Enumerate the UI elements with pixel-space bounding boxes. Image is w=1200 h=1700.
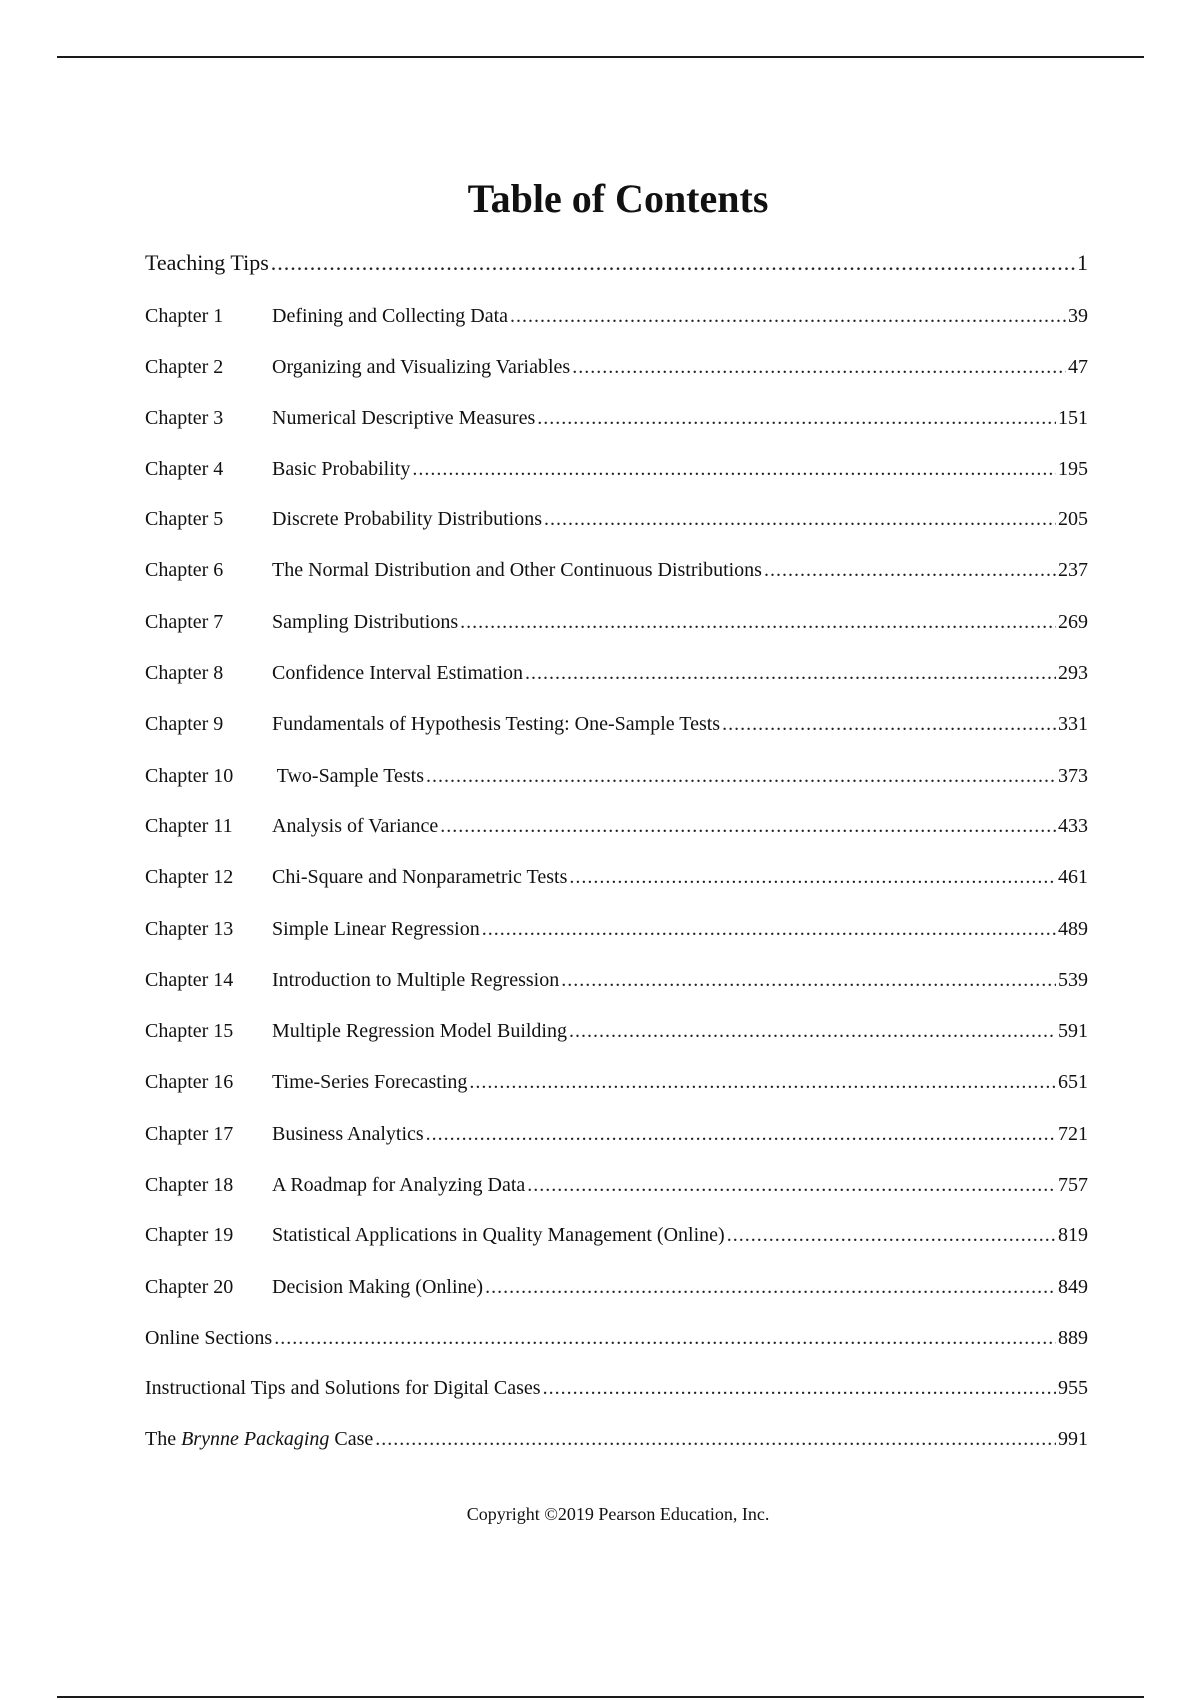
chapter-title: Sampling Distributions [272,611,459,633]
chapter-label: Chapter 15 [145,1020,234,1042]
dot-leader [375,1425,1056,1453]
chapter-title: A Roadmap for Analyzing Data [272,1174,526,1196]
dot-leader [426,1120,1056,1148]
chapter-label: Chapter 18 [145,1174,234,1196]
case-title-prefix: The [145,1428,182,1450]
toc-page-number: 991 [1058,1428,1088,1450]
toc-entry-chapter-14[interactable] [145,966,1088,994]
toc-page-number: 757 [1058,1174,1088,1196]
toc-entry-chapter-18[interactable] [145,1171,1088,1199]
chapter-title: Business Analytics [272,1123,424,1145]
chapter-title: Basic Probability [272,458,411,480]
chapter-title: Organizing and Visualizing Variables [272,356,571,378]
toc-page-number: 195 [1058,458,1088,480]
toc-entry-chapter-3[interactable] [145,404,1088,432]
toc-page-number: 819 [1058,1224,1088,1246]
toc-entry-brynne-case[interactable] [145,1425,1088,1453]
bottom-rule [57,1696,1144,1698]
toc-entry-chapter-13[interactable] [145,915,1088,943]
chapter-label: Chapter 14 [145,969,234,991]
toc-page-number: 849 [1058,1276,1088,1298]
chapter-title: Defining and Collecting Data [272,305,509,327]
dot-leader [274,1324,1056,1352]
dot-leader [544,505,1056,533]
toc-entry-chapter-10[interactable] [145,762,1088,790]
chapter-label: Chapter 5 [145,508,224,530]
dot-leader [271,249,1075,277]
toc-entry-chapter-9[interactable] [145,710,1088,738]
chapter-label: Chapter 10 [145,765,234,787]
toc-page-number: 1 [1077,250,1088,275]
chapter-label: Chapter 17 [145,1123,234,1145]
chapter-title: The Normal Distribution and Other Continuous Distributions [272,559,762,581]
dot-leader [572,353,1066,381]
toc-page-number: 293 [1058,662,1088,684]
chapter-title: Chi-Square and Nonparametric Tests [272,866,568,888]
chapter-label: Chapter 19 [145,1224,234,1246]
toc-entry-chapter-8[interactable] [145,659,1088,687]
toc-entry-online-sections[interactable] [145,1324,1088,1352]
toc-entry-title [145,1425,373,1453]
toc-page-number: 955 [1058,1377,1088,1399]
toc-entry-chapter-4[interactable] [145,455,1088,483]
chapter-title: Analysis of Variance [272,815,439,837]
chapter-title: Multiple Regression Model Building [272,1020,567,1042]
toc-page-number: 889 [1058,1327,1088,1349]
toc-page-number: 373 [1058,765,1088,787]
toc-entry-chapter-15[interactable] [145,1017,1088,1045]
toc-entry-title: Online Sections [145,1327,273,1349]
toc-entry-chapter-12[interactable] [145,863,1088,891]
top-rule [57,56,1144,58]
dot-leader [569,863,1056,891]
dot-leader [537,404,1056,432]
chapter-title: Fundamentals of Hypothesis Testing: One-Sample Tests [272,713,721,735]
toc-entry-chapter-11[interactable] [145,812,1088,840]
dot-leader [764,556,1056,584]
toc-entry-chapter-16[interactable] [145,1068,1088,1096]
dot-leader [482,915,1056,943]
dot-leader [543,1374,1056,1402]
chapter-label: Chapter 16 [145,1071,234,1093]
chapter-label: Chapter 11 [145,815,233,837]
toc-page-number: 205 [1058,508,1088,530]
chapter-title: Confidence Interval Estimation [272,662,524,684]
dot-leader [561,966,1056,994]
toc-page-number: 591 [1058,1020,1088,1042]
toc-page-number: 721 [1058,1123,1088,1145]
chapter-label: Chapter 3 [145,407,224,429]
chapter-title: Two-Sample Tests [272,765,425,787]
case-title-suffix: Case [329,1428,374,1450]
chapter-title: Decision Making (Online) [272,1276,484,1298]
toc-page-number: 331 [1058,713,1088,735]
dot-leader [485,1273,1056,1301]
dot-leader [727,1221,1056,1249]
toc-page-number: 433 [1058,815,1088,837]
toc-entry-chapter-1[interactable] [145,302,1088,330]
toc-page-number: 269 [1058,611,1088,633]
dot-leader [469,1068,1056,1096]
toc-entry-chapter-5[interactable] [145,505,1088,533]
toc-page-number: 39 [1068,305,1088,327]
chapter-title: Time-Series Forecasting [272,1071,468,1093]
toc-entry-chapter-19[interactable] [145,1221,1088,1249]
copyright-notice: Copyright ©2019 Pearson Education, Inc. [466,1504,770,1524]
page-title: Table of Contents [467,175,769,221]
dot-leader [510,302,1066,330]
toc-entry-title: Teaching Tips [145,250,269,275]
chapter-label: Chapter 20 [145,1276,234,1298]
dot-leader [722,710,1056,738]
dot-leader [412,455,1056,483]
chapter-label: Chapter 8 [145,662,224,684]
toc-entry-instructional-tips[interactable] [145,1374,1088,1402]
chapter-label: Chapter 2 [145,356,224,378]
toc-entry-chapter-2[interactable] [145,353,1088,381]
toc-page-number: 651 [1058,1071,1088,1093]
dot-leader [527,1171,1056,1199]
toc-entry-chapter-7[interactable] [145,608,1088,636]
chapter-label: Chapter 9 [145,713,224,735]
case-title-italic: Brynne Packaging [181,1428,330,1450]
chapter-label: Chapter 12 [145,866,234,888]
toc-entry-teaching-tips[interactable] [145,249,1088,277]
chapter-label: Chapter 13 [145,918,234,940]
toc-page-number: 489 [1058,918,1088,940]
toc-entry-title: Instructional Tips and Solutions for Digital Cases [145,1377,541,1399]
toc-page-number: 151 [1058,407,1088,429]
dot-leader [569,1017,1056,1045]
chapter-title: Simple Linear Regression [272,918,480,940]
chapter-title: Numerical Descriptive Measures [272,407,536,429]
toc-entry-chapter-20[interactable] [145,1273,1088,1301]
toc-page-number: 47 [1068,356,1088,378]
chapter-label: Chapter 4 [145,458,224,480]
toc-entry-chapter-17[interactable] [145,1120,1088,1148]
toc-page-number: 539 [1058,969,1088,991]
dot-leader [426,762,1056,790]
toc-page-number: 461 [1058,866,1088,888]
chapter-title: Statistical Applications in Quality Management (Online) [272,1224,725,1246]
dot-leader [460,608,1056,636]
toc-entry-chapter-6[interactable] [145,556,1088,584]
chapter-label: Chapter 6 [145,559,224,581]
chapter-title: Discrete Probability Distributions [272,508,542,530]
chapter-label: Chapter 1 [145,305,224,327]
chapter-label: Chapter 7 [145,611,224,633]
dot-leader [440,812,1056,840]
dot-leader [525,659,1056,687]
chapter-title: Introduction to Multiple Regression [272,969,560,991]
toc-page-number: 237 [1058,559,1088,581]
